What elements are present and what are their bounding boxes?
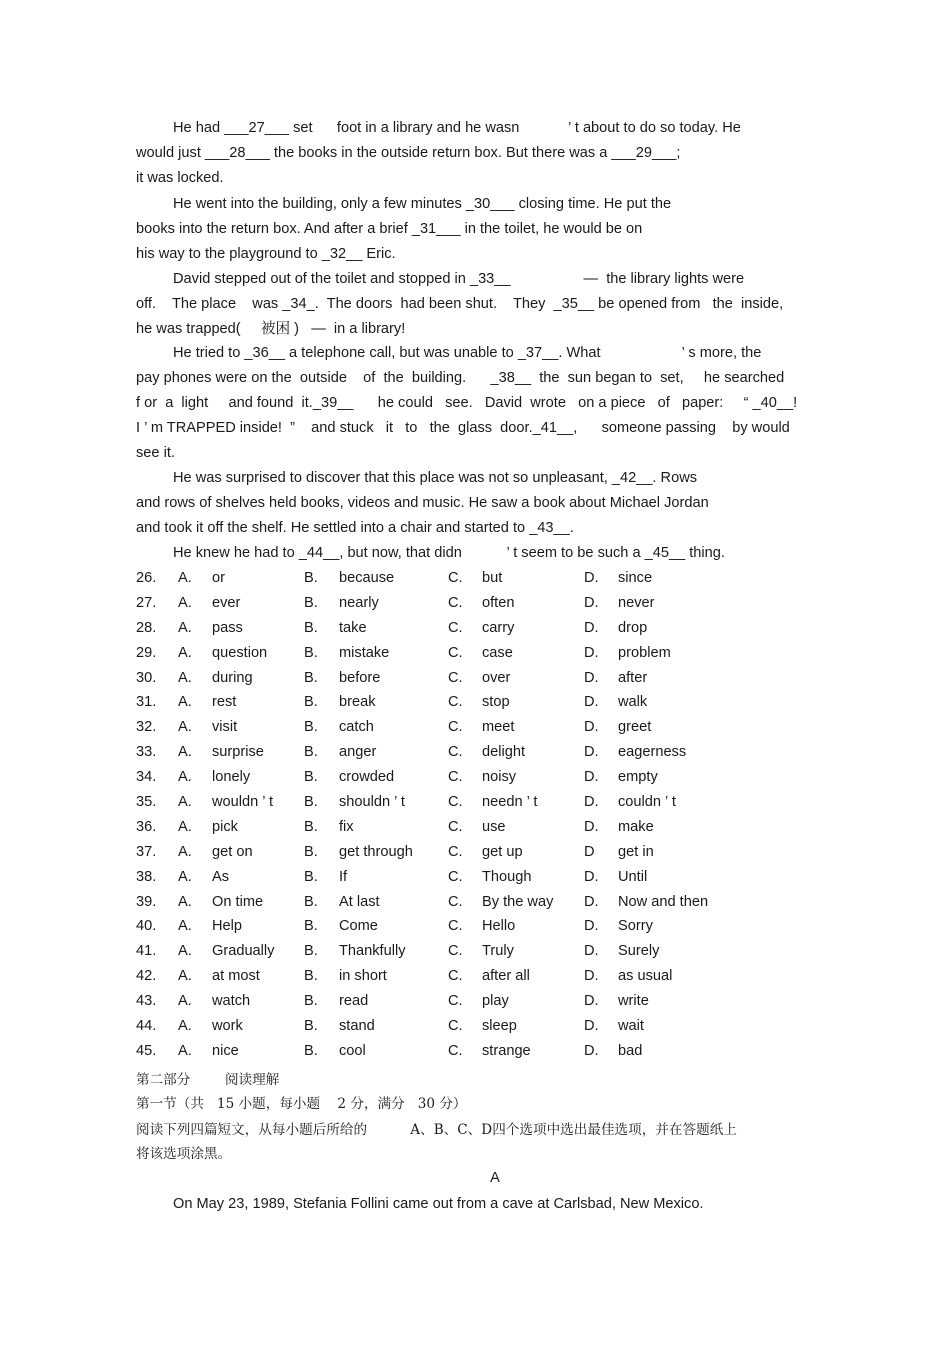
- question-row: [136, 641, 836, 666]
- passage-paragraph-3: [136, 267, 816, 342]
- passage-line: f or a light and found it._39__ he could see. David wrote on a piece of paper: “ _40__!: [136, 395, 798, 411]
- option-letter-b: B.: [304, 843, 318, 860]
- passage-line: He had ___27___ set foot in a library and he wasn ’ t about to do so today. He: [173, 120, 741, 136]
- option-b-text: anger: [339, 744, 377, 761]
- question-number: 40.: [136, 918, 157, 935]
- option-b-text: At last: [339, 893, 380, 910]
- option-c-text: sleep: [482, 1018, 517, 1035]
- option-a-text: pass: [212, 619, 243, 636]
- option-d-text: walk: [618, 694, 648, 711]
- question-number: 28.: [136, 619, 157, 636]
- option-b-text: before: [339, 669, 381, 686]
- option-d-text: empty: [618, 769, 658, 786]
- option-letter-c: C.: [448, 619, 463, 636]
- question-number: 26.: [136, 570, 157, 586]
- option-letter-c: C.: [448, 594, 463, 611]
- passage-line: pay phones were on the outside of the building. _38__ the sun began to set, he searched: [136, 370, 785, 386]
- option-d-text: as usual: [618, 968, 673, 985]
- option-d-text: Now and then: [618, 893, 709, 910]
- passage-line: would just ___28___ the books in the outside return box. But there was a ___29___;: [136, 145, 681, 161]
- question-number: 34.: [136, 769, 157, 786]
- option-letter-d: D.: [584, 1042, 599, 1059]
- question-row: [136, 566, 836, 591]
- option-d-text: get in: [618, 843, 654, 860]
- option-letter-c: C.: [448, 744, 463, 761]
- option-letter-d: D.: [584, 669, 599, 686]
- option-letter-d: D.: [584, 644, 599, 661]
- question-number: 33.: [136, 744, 157, 761]
- option-a-text: ever: [212, 594, 241, 611]
- option-letter-b: B.: [304, 818, 318, 835]
- option-letter-d: D.: [584, 868, 599, 885]
- option-letter-b: B.: [304, 1018, 318, 1035]
- question-row: [136, 616, 836, 641]
- option-a-text: As: [212, 868, 230, 885]
- option-b-text: cool: [339, 1042, 366, 1059]
- question-row: [136, 715, 836, 740]
- passage-paragraph-1: [136, 116, 816, 191]
- option-b-text: catch: [339, 719, 374, 736]
- option-letter-c: C.: [448, 818, 463, 835]
- option-c-text: often: [482, 594, 515, 611]
- question-number: 35.: [136, 794, 157, 811]
- option-c-text: use: [482, 818, 506, 835]
- question-number: 39.: [136, 893, 157, 910]
- option-letter-a: A.: [178, 943, 192, 960]
- option-letter-b: B.: [304, 794, 318, 811]
- option-letter-d: D.: [584, 794, 599, 811]
- option-letter-d: D.: [584, 818, 599, 835]
- option-a-text: surprise: [212, 744, 264, 761]
- option-c-text: delight: [482, 744, 526, 761]
- option-letter-c: C.: [448, 968, 463, 985]
- option-letter-d: D.: [584, 893, 599, 910]
- option-c-text: but: [482, 570, 503, 586]
- option-a-text: watch: [212, 993, 251, 1010]
- option-letter-d: D.: [584, 918, 599, 935]
- passage-line: off. The place was _34_. The doors had been shut. They _35__ be opened from the inside,: [136, 296, 784, 312]
- option-a-text: during: [212, 669, 253, 686]
- option-letter-c: C.: [448, 918, 463, 935]
- option-b-text: take: [339, 619, 367, 636]
- option-letter-a: A.: [178, 1042, 192, 1059]
- option-letter-a: A.: [178, 818, 192, 835]
- section-heading: 第二部分 阅读理解: [136, 1072, 280, 1088]
- option-letter-c: C.: [448, 843, 463, 860]
- option-a-text: or: [212, 570, 225, 586]
- option-letter-a: A.: [178, 794, 192, 811]
- passage-line: and rows of shelves held books, videos and music. He saw a book about Michael Jordan: [136, 495, 709, 511]
- option-letter-a: A.: [178, 694, 192, 711]
- option-letter-c: C.: [448, 1042, 463, 1059]
- option-letter-a: A.: [178, 968, 192, 985]
- option-a-text: lonely: [212, 769, 251, 786]
- passage-line: and took it off the shelf. He settled into a chair and started to _43__.: [136, 520, 574, 536]
- option-c-text: Truly: [482, 943, 514, 960]
- option-d-text: Until: [618, 868, 648, 885]
- option-b-text: break: [339, 694, 376, 711]
- question-number: 32.: [136, 719, 157, 736]
- question-row: [136, 1039, 836, 1064]
- passage-line: see it.: [136, 445, 175, 461]
- passage-line: He tried to _36__ a telephone call, but was unable to _37__. What ’ s more, the: [173, 345, 762, 361]
- section-subheading: 第一节（共 15 小题，每小题 2 分，满分 30 分）: [136, 1096, 467, 1112]
- passage-line: He was surprised to discover that this place was not so unpleasant, _42__. Rows: [173, 470, 698, 486]
- question-number: 37.: [136, 843, 157, 860]
- reading-first-line: On May 23, 1989, Stefania Follini came out from a cave at Carlsbad, New Mexico.: [173, 1196, 704, 1212]
- option-letter-d: D.: [584, 694, 599, 711]
- question-number: 45.: [136, 1042, 157, 1059]
- option-d-text: bad: [618, 1042, 643, 1059]
- question-number: 41.: [136, 943, 157, 960]
- option-d-text: eagerness: [618, 744, 687, 761]
- question-row: [136, 939, 836, 964]
- option-letter-d: D.: [584, 993, 599, 1010]
- option-c-text: after all: [482, 968, 530, 985]
- question-number: 29.: [136, 644, 157, 661]
- option-c-text: case: [482, 644, 513, 661]
- option-letter-a: A.: [178, 1018, 192, 1035]
- question-number: 27.: [136, 594, 157, 611]
- option-b-text: shouldn ’ t: [339, 794, 405, 811]
- option-a-text: Help: [212, 918, 243, 935]
- question-row: [136, 964, 836, 989]
- question-row: [136, 840, 836, 865]
- option-c-text: carry: [482, 619, 515, 636]
- question-row: [136, 690, 836, 715]
- option-c-text: meet: [482, 719, 515, 736]
- option-letter-d: D.: [584, 1018, 599, 1035]
- option-d-text: wait: [618, 1018, 644, 1035]
- option-a-text: visit: [212, 719, 238, 736]
- option-letter-c: C.: [448, 893, 463, 910]
- option-letter-d: D.: [584, 619, 599, 636]
- passage-line: his way to the playground to _32__ Eric.: [136, 246, 396, 262]
- question-row: [136, 790, 836, 815]
- option-c-text: strange: [482, 1042, 531, 1059]
- option-a-text: wouldn ’ t: [212, 794, 274, 811]
- passage-line: David stepped out of the toilet and stopped in _33__ — the library lights were: [173, 271, 745, 287]
- option-d-text: problem: [618, 644, 671, 661]
- option-letter-b: B.: [304, 893, 318, 910]
- option-c-text: Hello: [482, 918, 516, 935]
- option-letter-b: B.: [304, 594, 318, 611]
- option-d-text: never: [618, 594, 655, 611]
- option-letter-a: A.: [178, 769, 192, 786]
- option-c-text: needn ’ t: [482, 794, 538, 811]
- option-letter-b: B.: [304, 694, 318, 711]
- options-list: [136, 566, 836, 1064]
- instructions-line-1: 阅读下列四篇短文，从每小题后所给的 A、B、C、D四个选项中选出最佳选项，并在答题纸上: [136, 1122, 737, 1138]
- passage-line: He went into the building, only a few minutes _30___ closing time. He put the: [173, 196, 672, 212]
- option-letter-c: C.: [448, 868, 463, 885]
- option-d-text: since: [618, 570, 653, 586]
- option-letter-b: B.: [304, 619, 318, 636]
- question-row: [136, 815, 836, 840]
- option-letter-a: A.: [178, 744, 192, 761]
- option-letter-b: B.: [304, 644, 318, 661]
- option-c-text: stop: [482, 694, 510, 711]
- option-letter-b: B.: [304, 918, 318, 935]
- option-a-text: pick: [212, 818, 238, 835]
- question-row: [136, 914, 836, 939]
- option-b-text: mistake: [339, 644, 390, 661]
- option-letter-a: A.: [178, 644, 192, 661]
- question-number: 30.: [136, 669, 157, 686]
- question-number: 36.: [136, 818, 157, 835]
- option-b-text: crowded: [339, 769, 395, 786]
- option-letter-a: A.: [178, 570, 192, 586]
- option-letter-d: D.: [584, 769, 599, 786]
- option-letter-b: B.: [304, 719, 318, 736]
- question-number: 44.: [136, 1018, 157, 1035]
- option-letter-b: B.: [304, 943, 318, 960]
- passage-label: A: [490, 1170, 500, 1186]
- question-row: [136, 666, 836, 691]
- option-letter-c: C.: [448, 769, 463, 786]
- option-letter-d: D.: [584, 719, 599, 736]
- passage-paragraph-6: [136, 541, 816, 566]
- option-d-text: Sorry: [618, 918, 653, 935]
- option-letter-c: C.: [448, 694, 463, 711]
- question-number: 31.: [136, 694, 157, 711]
- option-letter-a: A.: [178, 868, 192, 885]
- option-b-text: stand: [339, 1018, 375, 1035]
- option-a-text: at most: [212, 968, 260, 985]
- option-c-text: over: [482, 669, 511, 686]
- option-a-text: On time: [212, 893, 264, 910]
- option-b-text: If: [339, 868, 348, 885]
- option-letter-a: A.: [178, 993, 192, 1010]
- passage-line: I ’ m TRAPPED inside! ” and stuck it to the glass door._41__, someone passing by would: [136, 420, 790, 436]
- option-c-text: By the way: [482, 893, 554, 910]
- option-letter-d: D.: [584, 943, 599, 960]
- option-b-text: read: [339, 993, 369, 1010]
- option-c-text: noisy: [482, 769, 517, 786]
- option-a-text: nice: [212, 1042, 239, 1059]
- instructions-line-2: 将该选项涂黑。: [136, 1146, 232, 1162]
- option-letter-c: C.: [448, 993, 463, 1010]
- option-letter-d: D.: [584, 744, 599, 761]
- passage-paragraph-4: [136, 341, 816, 466]
- option-b-text: Come: [339, 918, 378, 935]
- option-b-text: Thankfully: [339, 943, 406, 960]
- option-d-text: couldn ’ t: [618, 794, 676, 811]
- option-b-text: nearly: [339, 594, 379, 611]
- option-d-text: make: [618, 818, 654, 835]
- option-letter-c: C.: [448, 943, 463, 960]
- passage-paragraph-2: [136, 192, 816, 267]
- option-a-text: Gradually: [212, 943, 275, 960]
- option-letter-d: D.: [584, 570, 599, 586]
- option-a-text: get on: [212, 843, 253, 860]
- option-d-text: drop: [618, 619, 648, 636]
- option-letter-a: A.: [178, 843, 192, 860]
- option-letter-d: D.: [584, 968, 599, 985]
- option-letter-c: C.: [448, 794, 463, 811]
- option-letter-b: B.: [304, 669, 318, 686]
- option-letter-a: A.: [178, 619, 192, 636]
- option-d-text: write: [618, 993, 649, 1010]
- question-row: [136, 765, 836, 790]
- option-c-text: Though: [482, 868, 532, 885]
- passage-line: he was trapped( 被困 ) — in a library!: [136, 321, 406, 337]
- option-d-text: after: [618, 669, 648, 686]
- option-letter-a: A.: [178, 669, 192, 686]
- question-row: [136, 890, 836, 915]
- option-c-text: play: [482, 993, 509, 1010]
- question-row: [136, 989, 836, 1014]
- option-letter-b: B.: [304, 868, 318, 885]
- option-letter-c: C.: [448, 1018, 463, 1035]
- question-row: [136, 591, 836, 616]
- option-letter-a: A.: [178, 719, 192, 736]
- option-b-text: fix: [339, 818, 354, 835]
- option-c-text: get up: [482, 843, 523, 860]
- passage-line: He knew he had to _44__, but now, that didn ’ t seem to be such a _45__ thing.: [173, 545, 725, 561]
- option-letter-d: D.: [584, 594, 599, 611]
- option-letter-b: B.: [304, 1042, 318, 1059]
- option-b-text: get through: [339, 843, 413, 860]
- option-b-text: because: [339, 570, 395, 586]
- option-letter-c: C.: [448, 719, 463, 736]
- passage-line: books into the return box. And after a brief _31___ in the toilet, he would be on: [136, 221, 643, 237]
- option-letter-c: C.: [448, 644, 463, 661]
- option-letter-a: A.: [178, 918, 192, 935]
- option-letter-b: B.: [304, 744, 318, 761]
- option-letter-b: B.: [304, 769, 318, 786]
- option-a-text: rest: [212, 694, 237, 711]
- option-letter-c: C.: [448, 570, 463, 586]
- option-a-text: question: [212, 644, 268, 661]
- question-row: [136, 740, 836, 765]
- option-letter-b: B.: [304, 993, 318, 1010]
- option-letter-a: A.: [178, 893, 192, 910]
- option-letter-b: B.: [304, 968, 318, 985]
- option-d-text: greet: [618, 719, 652, 736]
- option-letter-d: D: [584, 843, 595, 860]
- passage-paragraph-5: [136, 466, 816, 541]
- question-number: 42.: [136, 968, 157, 985]
- question-row: [136, 1014, 836, 1039]
- option-b-text: in short: [339, 968, 387, 985]
- option-letter-b: B.: [304, 570, 318, 586]
- passage-line: it was locked.: [136, 170, 224, 186]
- question-number: 43.: [136, 993, 157, 1010]
- question-number: 38.: [136, 868, 157, 885]
- option-d-text: Surely: [618, 943, 660, 960]
- option-letter-c: C.: [448, 669, 463, 686]
- question-row: [136, 865, 836, 890]
- option-a-text: work: [212, 1018, 243, 1035]
- option-letter-a: A.: [178, 594, 192, 611]
